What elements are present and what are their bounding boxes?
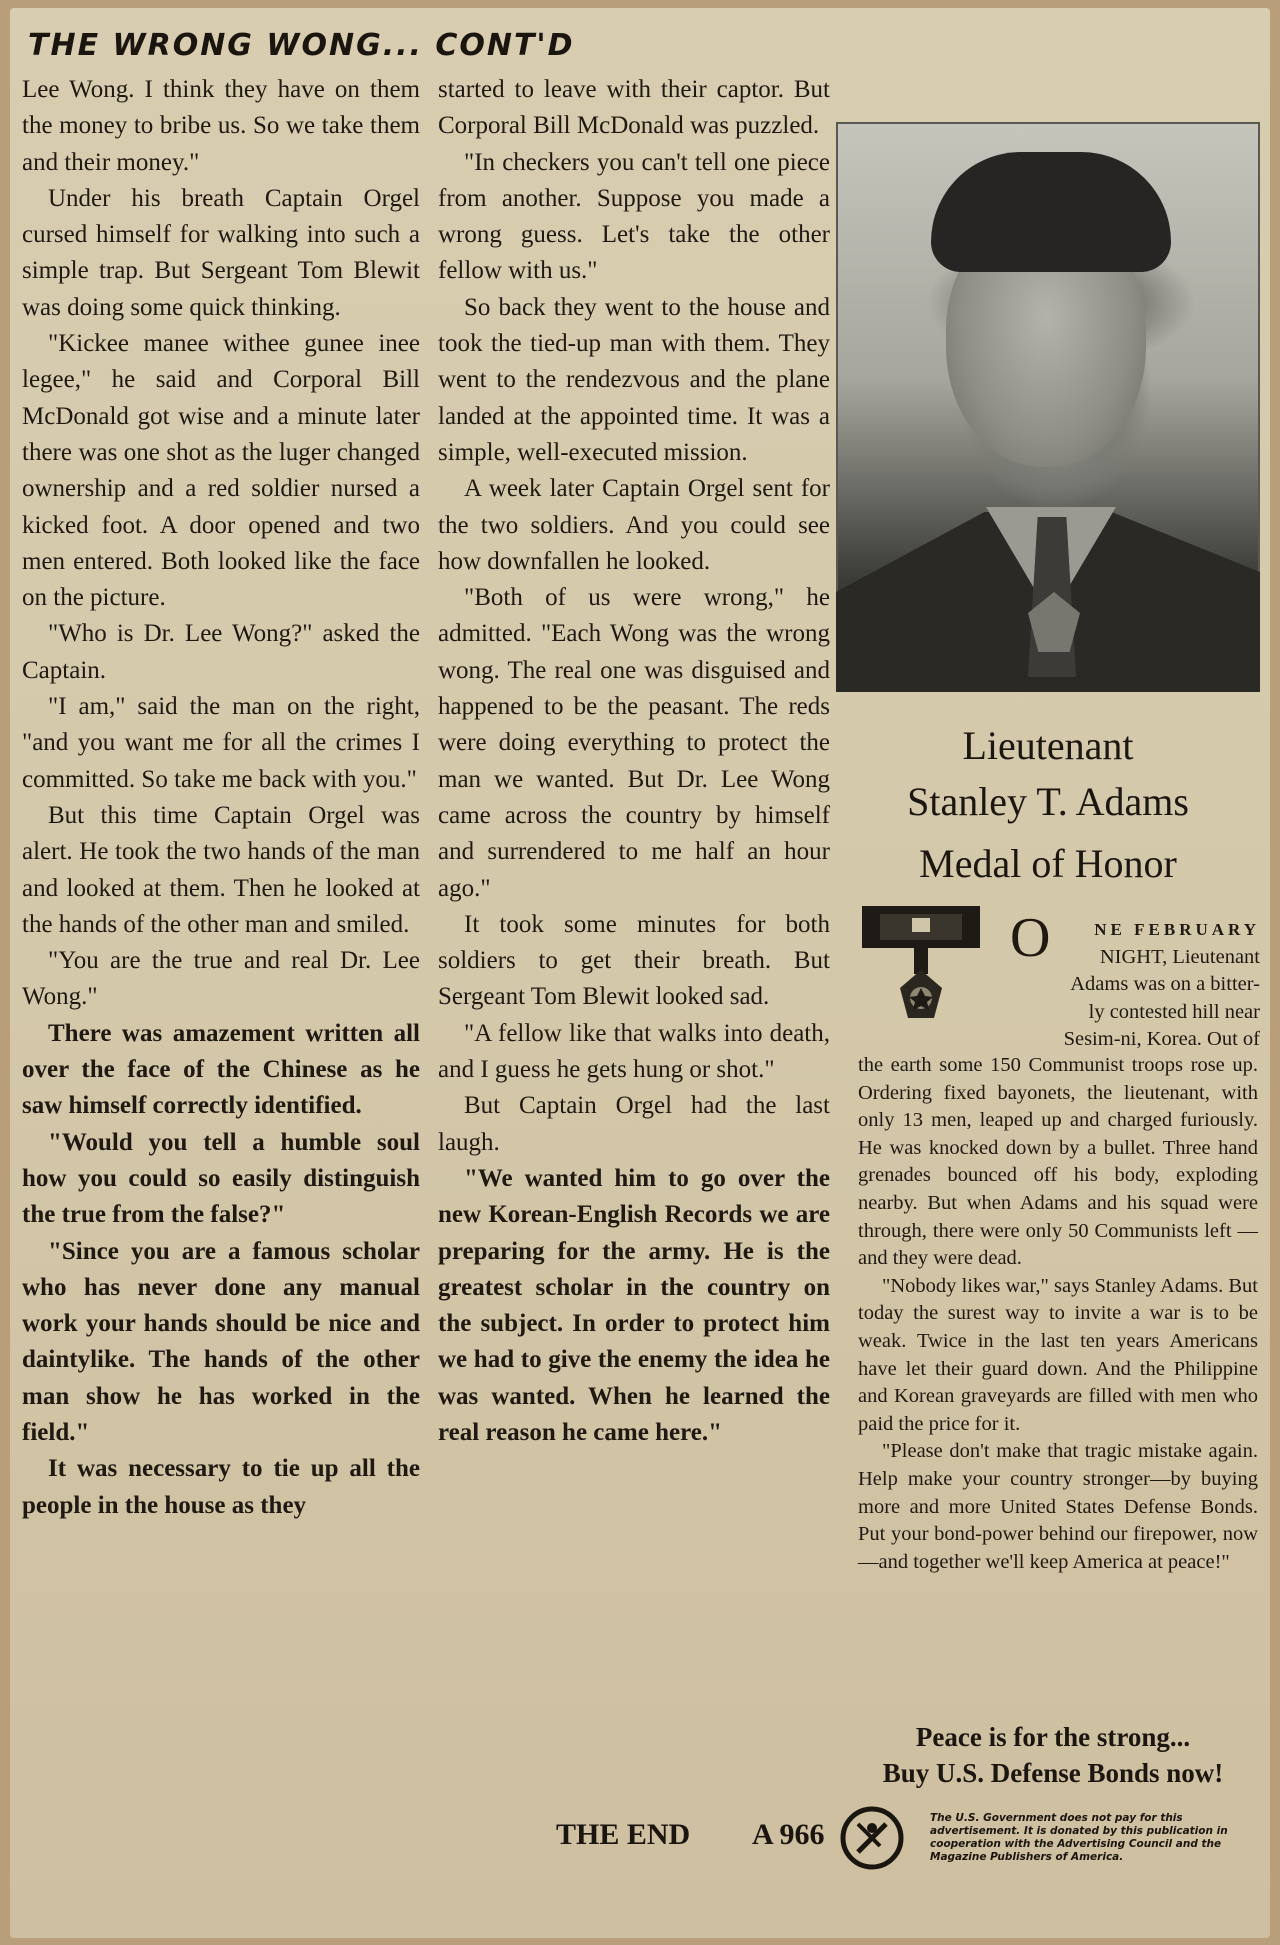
paragraph: A week later Captain Orgel sent for the two soldiers. And you could see how downfallen he looked.: [438, 475, 830, 575]
paragraph: There was amazement written all over the face of the Chinese as he saw himself correctly identified.: [22, 1019, 420, 1120]
advertising-council-seal-icon: [840, 1806, 904, 1870]
paragraph: "A fellow like that walks into death, and I guess he gets hung or shot.": [438, 1019, 830, 1084]
ad-lead-line: NIGHT, Lieutenant: [1099, 945, 1260, 968]
ad-paragraph: the earth some 150 Communist troops rose up. Ordering fixed bayonets, the lieutenant, with only 13 men, leaped up and charged furiously. He was knocked down by a bullet. Three hand grenades bounced off his body, exploding nearby. But when Adams and his squad were through, there were only 50 Communists left — and they were dead.: [858, 1054, 1258, 1270]
paragraph: But Captain Orgel had the last laugh.: [438, 1092, 830, 1156]
paragraph: started to leave with their captor. But Corporal Bill McDonald was puzzled.: [438, 76, 830, 140]
page-header: THE WRONG WONG... CONT'D: [28, 28, 575, 63]
paragraph: It took some minutes for both soldiers to get their breath. But Sergeant Tom Blewit looked sad.: [438, 910, 830, 1011]
ad-title-line-3: Medal of Honor: [919, 841, 1177, 886]
paragraph: "Both of us were wrong," he admitted. "Each Wong was the wrong wong. The real one was disguised and happened to be the peasant. The reds were doing everything to protect the man we wanted. But Dr. Lee Wong came across the country by himself and surrendered to me half an hour ago.": [438, 584, 830, 902]
ad-lead-line: Sesim-ni, Korea. Out of: [1063, 1028, 1260, 1051]
issue-code: A 966: [752, 1818, 825, 1851]
ad-slogan-line-2: Buy U.S. Defense Bonds now!: [882, 1758, 1224, 1788]
ad-lead-line: ly contested hill near: [1088, 1000, 1260, 1023]
paragraph: Under his breath Captain Orgel cursed himself for walking into such a simple trap. But Sergeant Tom Blewit was doing some quick thinking.: [22, 184, 420, 321]
story-column-1: [22, 72, 420, 1524]
story-column-2: [438, 72, 830, 1451]
ad-lead-caps: NE FEBRUARY: [1094, 920, 1260, 939]
ad-title-line-1: Lieutenant: [962, 723, 1134, 768]
ad-dropcap: O: [1010, 907, 1051, 969]
paragraph: So back they went to the house and took the tied-up man with them. They went to the rendezvous and the plane landed at the appointed time. It was a simple, well-executed mission.: [438, 293, 830, 466]
ad-body: [858, 1052, 1258, 1576]
paragraph: "I am," said the man on the right, "and you want me for all the crimes I committed. So take me back with you.": [22, 693, 420, 793]
paragraph: Lee Wong. I think they have on them the money to bribe us. So we take them and their money.": [22, 76, 420, 176]
paragraph: "Would you tell a humble soul how you could so easily distinguish the true from the false?": [22, 1128, 420, 1229]
paragraph: "You are the true and real Dr. Lee Wong.": [22, 947, 420, 1011]
paragraph: "We wanted him to go over the new Korean-English Records we are preparing for the army. He is the greatest scholar in the country on the subject. In order to protect him we had to give the enemy the idea he was wanted. When he learned the real reason he came here.": [438, 1164, 830, 1446]
ad-paragraph: "Please don't make that tragic mistake again. Help make your country stronger—by buying more and more United States Defense Bonds. Put your bond-power behind our firepower, now—and together we'll keep America at peace!": [858, 1440, 1258, 1573]
ad-title-line-2: Stanley T. Adams: [907, 779, 1189, 824]
ad-disclaimer: The U.S. Government does not pay for this advertisement. It is donated by this publication in cooperation with the Advertising Council and the Magazine Publishers of America.: [930, 1812, 1228, 1863]
paragraph: "Since you are a famous scholar who has never done any manual work your hands should be nice and daintylike. The hands of the other man show he has worked in the field.": [22, 1237, 420, 1446]
ad-lead-line: Adams was on a bitter-: [1070, 973, 1260, 996]
paragraph: But this time Captain Orgel was alert. He took the two hands of the man and looked at them. Then he looked at the hands of the other man and smiled.: [22, 801, 420, 938]
portrait-photo: [836, 122, 1260, 692]
ad-slogan-line-1: Peace is for the strong...: [915, 1722, 1191, 1752]
paragraph: "Who is Dr. Lee Wong?" asked the Captain.: [22, 620, 420, 684]
paragraph: "Kickee manee withee gunee inee legee," he said and Corporal Bill McDonald got wise and a minute later there was one shot as the luger changed ownership and a red soldier nursed a kicked foot. A door opened and two men entered. Both looked like the face on the picture.: [22, 330, 420, 612]
ad-paragraph: "Nobody likes war," says Stanley Adams. But today the surest way to invite a war is to be weak. Twice in the last ten years Americans have let their guard down. And the Philippine and Korean graveyards are filled with men who paid the price for it.: [858, 1274, 1258, 1435]
medal-of-honor-icon: [862, 900, 980, 1035]
ad-lead: [1010, 916, 1260, 1054]
paragraph: It was necessary to tie up all the people in the house as they: [22, 1455, 420, 1519]
the-end-label: THE END: [556, 1818, 691, 1851]
photo-hair: [931, 152, 1171, 272]
paragraph: "In checkers you can't tell one piece from another. Suppose you made a wrong guess. Let's take the other fellow with us.": [438, 148, 830, 285]
